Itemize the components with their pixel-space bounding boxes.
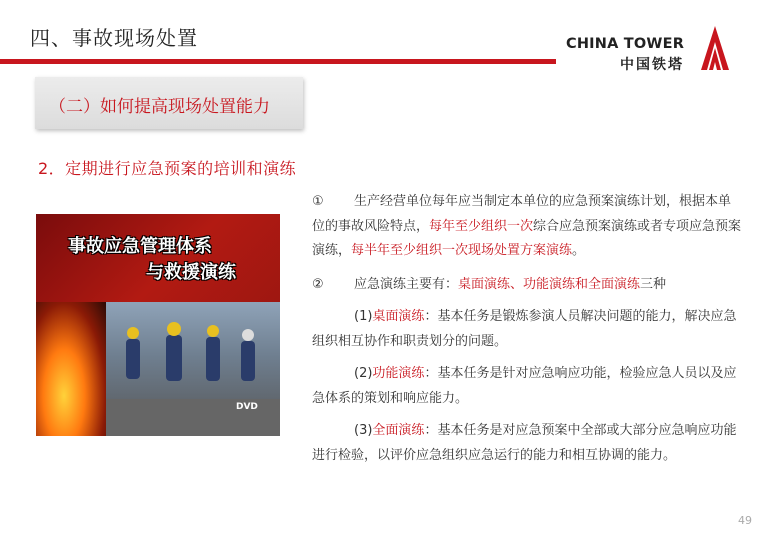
paragraph-text: 综合应急预案演练或者专项应急预案演练， <box>312 218 742 258</box>
highlight-text: 每年至少组织一次 <box>429 218 534 234</box>
drill-dvd-cover-image <box>36 214 280 436</box>
cover-title-line2: 与救援演练 <box>146 262 236 283</box>
paragraph-plan <box>312 190 742 264</box>
paragraph-text: 生产经营单位每年应当制定本单位的应急预案演练计划，根据本单位的事故风险特点， <box>312 194 732 234</box>
subsection-heading: 2．定期进行应急预案的培训和演练 <box>38 159 297 178</box>
china-tower-logo <box>566 22 746 74</box>
item-prefix: (3) <box>354 423 373 438</box>
item-prefix: (2) <box>354 366 373 381</box>
item-label: 全面演练 <box>372 423 425 438</box>
cover-title-line1: 事故应急管理体系 <box>68 236 212 257</box>
item-label: 桌面演练 <box>372 309 425 324</box>
list-marker: ① <box>312 194 324 209</box>
paragraph-text: 。 <box>572 243 586 258</box>
section-heading: （二）如何提高现场处置能力 <box>49 97 270 117</box>
item-text: ：基本任务是锻炼参演人员解决问题的能力，解决应急组织相互协作和职责划分的问题。 <box>312 309 737 349</box>
item-label: 功能演练 <box>372 366 425 381</box>
paragraph-text: 三种 <box>640 276 667 292</box>
firefighters-figures <box>106 309 280 436</box>
item-text: ：基本任务是针对应急响应功能，检验应急人员以及应急体系的策划和响应能力。 <box>312 366 737 406</box>
tower-icon <box>698 24 732 72</box>
section-heading-box <box>35 77 303 129</box>
paragraph-text: 应急演练主要有： <box>354 276 459 292</box>
header-divider <box>0 59 556 64</box>
list-item <box>312 362 742 411</box>
list-item <box>312 419 742 468</box>
page-number: 49 <box>738 514 752 527</box>
list-item <box>312 305 742 354</box>
logo-english-text: CHINA TOWER <box>566 36 685 52</box>
item-prefix: (1) <box>354 309 373 324</box>
paragraph-types <box>312 273 742 298</box>
body-content <box>312 190 742 468</box>
highlight-text: 每半年至少组织一次现场处置方案演练 <box>351 243 573 258</box>
fire-scene <box>36 302 106 436</box>
dvd-badge: DVD <box>236 402 258 412</box>
page-title: 四、事故现场处置 <box>30 26 198 50</box>
highlight-text: 桌面演练、功能演练和全面演练 <box>458 276 641 292</box>
list-marker: ② <box>312 276 324 292</box>
item-text: ：基本任务是对应急预案中全部或大部分应急响应功能进行检验，以评价应急组织应急运行的能力和相互协调的能力。 <box>312 423 737 463</box>
logo-chinese-text: 中国铁塔 <box>620 57 684 73</box>
